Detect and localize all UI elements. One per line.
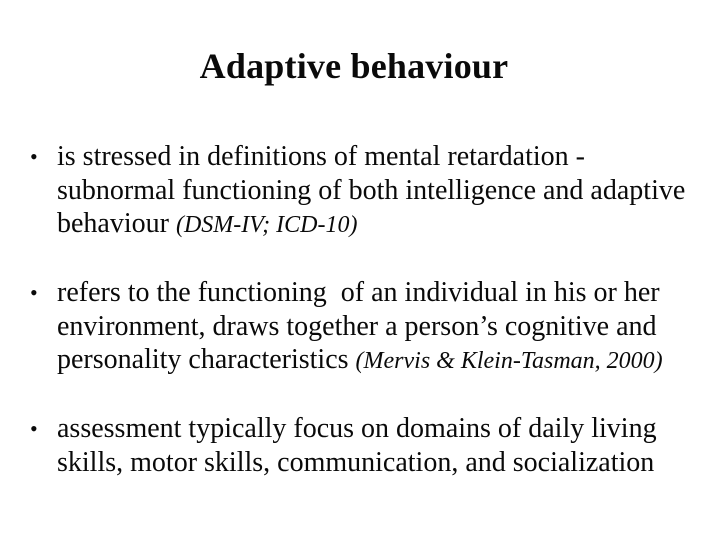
slide-title: Adaptive behaviour [199, 46, 509, 86]
text-run: personality characteristics [57, 344, 356, 375]
bullet-line [57, 207, 720, 243]
bullet-dot-icon: • [30, 416, 38, 441]
bullet-list [30, 140, 720, 513]
bullet-text [57, 140, 720, 243]
bullet-text [57, 412, 720, 479]
citation-run: (Mervis & Klein-Tasman, 2000) [355, 348, 663, 374]
bullet-line [57, 412, 720, 446]
bullet-line [57, 174, 720, 208]
text-run: refers to the functioning of an individual in his or her [57, 277, 660, 308]
citation-run: (DSM-IV; ICD-10) [175, 212, 358, 238]
text-run: is stressed in definitions of mental retardation - [57, 141, 585, 172]
bullet-text [57, 276, 720, 379]
bullet-item [30, 412, 720, 479]
text-run: environment, draws together a person’s cognitive and [57, 310, 657, 342]
bullet-line [57, 446, 720, 480]
bullet-line [57, 276, 720, 310]
bullet-line [57, 310, 720, 344]
text-run: subnormal functioning of both intelligence and adaptive [57, 174, 686, 206]
bullet-dot-icon: • [30, 144, 38, 169]
bullet-item [30, 140, 720, 243]
bullet-item [30, 276, 720, 379]
text-run: skills, motor skills, communication, and socialization [57, 446, 655, 478]
bullet-dot-icon: • [30, 280, 38, 305]
bullet-line [57, 140, 720, 174]
bullet-line [57, 343, 720, 379]
text-run: assessment typically focus on domains of daily living [57, 413, 657, 444]
text-run: behaviour [57, 208, 176, 239]
